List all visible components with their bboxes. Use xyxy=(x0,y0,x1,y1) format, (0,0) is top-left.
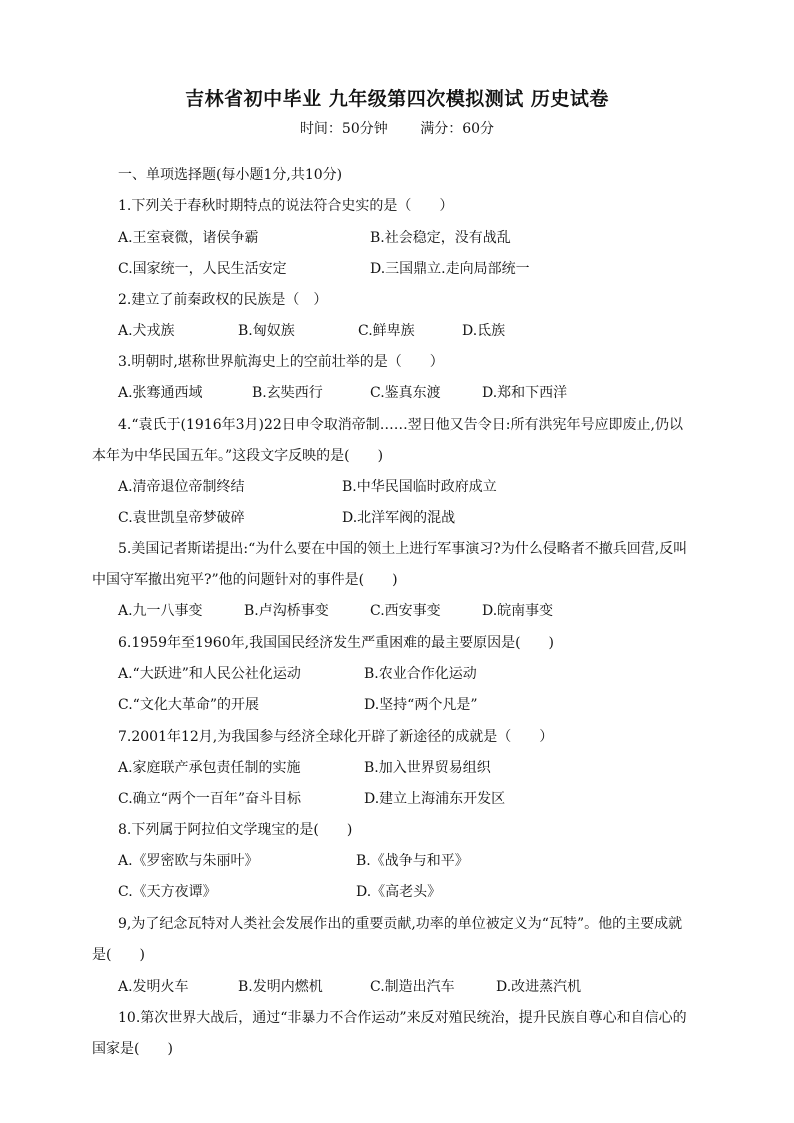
option-d: D.郑和下西洋 xyxy=(482,385,568,401)
option-c: C.鲜卑族 xyxy=(358,323,415,339)
question-stem-cont: 中国守军撤出宛平?”他的问题针对的事件是( ) xyxy=(92,572,398,588)
question-stem: 6.1959年至1960年,我国国民经济发生严重困难的最主要原因是( ) xyxy=(118,635,554,651)
option-a: A.王室衰微，诸侯争霸 xyxy=(118,230,259,246)
option-c: C.《天方夜谭》 xyxy=(118,884,217,900)
option-b: B.农业合作化运动 xyxy=(364,666,477,682)
option-a: A.“大跃进”和人民公社化运动 xyxy=(118,666,301,682)
option-b: B.玄奘西行 xyxy=(252,385,323,401)
question-stem: 2.建立了前秦政权的民族是（ ） xyxy=(118,292,328,308)
exam-meta xyxy=(0,118,794,138)
question-stem: 7.2001年12月,为我国参与经济全球化开辟了新途径的成就是（ ） xyxy=(118,729,554,745)
option-c: C.制造出汽车 xyxy=(370,979,455,995)
option-b: B.匈奴族 xyxy=(238,323,295,339)
option-a: A.张骞通西域 xyxy=(118,385,203,401)
option-d: D.建立上海浦东开发区 xyxy=(364,791,506,807)
option-a: A.《罗密欧与朱丽叶》 xyxy=(118,853,259,869)
option-c: C.确立“两个一百年”奋斗目标 xyxy=(118,791,301,807)
option-b: B.卢沟桥事变 xyxy=(244,603,329,619)
option-c: C.国家统一，人民生活安定 xyxy=(118,261,287,277)
option-a: A.清帝退位帝制终结 xyxy=(118,479,245,495)
question-stem: 1.下列关于春秋时期特点的说法符合史实的是（ ） xyxy=(118,198,454,214)
option-d: D.坚持“两个凡是” xyxy=(364,697,478,713)
question-stem-cont: 本年为中华民国五年。”这段文字反映的是( ) xyxy=(92,448,384,464)
question-stem-cont: 国家是( ) xyxy=(92,1041,173,1057)
option-d: D.三国鼎立.走向局部统一 xyxy=(370,261,530,277)
option-b: B.社会稳定，没有战乱 xyxy=(370,230,511,246)
option-b: B.发明内燃机 xyxy=(238,979,323,995)
option-a: A.发明火车 xyxy=(118,979,189,995)
question-stem: 8.下列属于阿拉伯文学瑰宝的是( ) xyxy=(118,822,353,838)
option-b: B.中华民国临时政府成立 xyxy=(342,479,497,495)
option-a: A.家庭联产承包责任制的实施 xyxy=(118,760,301,776)
question-stem: 10.第次世界大战后，通过“非暴力不合作运动”来反对殖民统治，提升民族自尊心和自信心的 xyxy=(118,1010,687,1026)
exam-time: 时间：50分钟 xyxy=(299,121,388,137)
question-stem: 4.“袁氏于(1916年3月)22日申令取消帝制……翌日他又告令日:所有洪宪年号应即废止,仍以 xyxy=(118,417,683,433)
option-d: D.《高老头》 xyxy=(356,884,442,900)
option-c: C.袁世凯皇帝梦破碎 xyxy=(118,510,245,526)
exam-title: 吉林省初中毕业 九年级第四次模拟测试 历史试卷 xyxy=(185,88,609,110)
option-b: B.加入世界贸易组织 xyxy=(364,760,491,776)
question-stem: 9,为了纪念瓦特对人类社会发展作出的重要贡献,功率的单位被定义为“瓦特”。他的主要成就 xyxy=(118,916,683,932)
exam-score: 满分：60分 xyxy=(420,121,495,137)
question-stem: 3.明朝时,堪称世界航海史上的空前壮举的是（ ） xyxy=(118,354,444,370)
option-a: A.九一八事变 xyxy=(118,603,203,619)
question-stem: 5.美国记者斯诺提出:“为什么要在中国的领土上进行军事演习?为什么侵略者不撤兵回营,反叫 xyxy=(118,541,688,557)
section-heading: 一、单项选择题(每小题1分,共10分) xyxy=(118,167,343,183)
option-d: D.氐族 xyxy=(462,323,506,339)
option-c: C.西安事变 xyxy=(370,603,441,619)
option-d: D.皖南事变 xyxy=(482,603,554,619)
option-b: B.《战争与和平》 xyxy=(356,853,469,869)
option-d: D.改进蒸汽机 xyxy=(496,979,582,995)
question-stem-cont: 是( ) xyxy=(92,947,145,963)
option-c: C.鉴真东渡 xyxy=(370,385,441,401)
option-d: D.北洋军阀的混战 xyxy=(342,510,456,526)
option-a: A.犬戎族 xyxy=(118,323,175,339)
option-c: C.“文化大革命”的开展 xyxy=(118,697,259,713)
